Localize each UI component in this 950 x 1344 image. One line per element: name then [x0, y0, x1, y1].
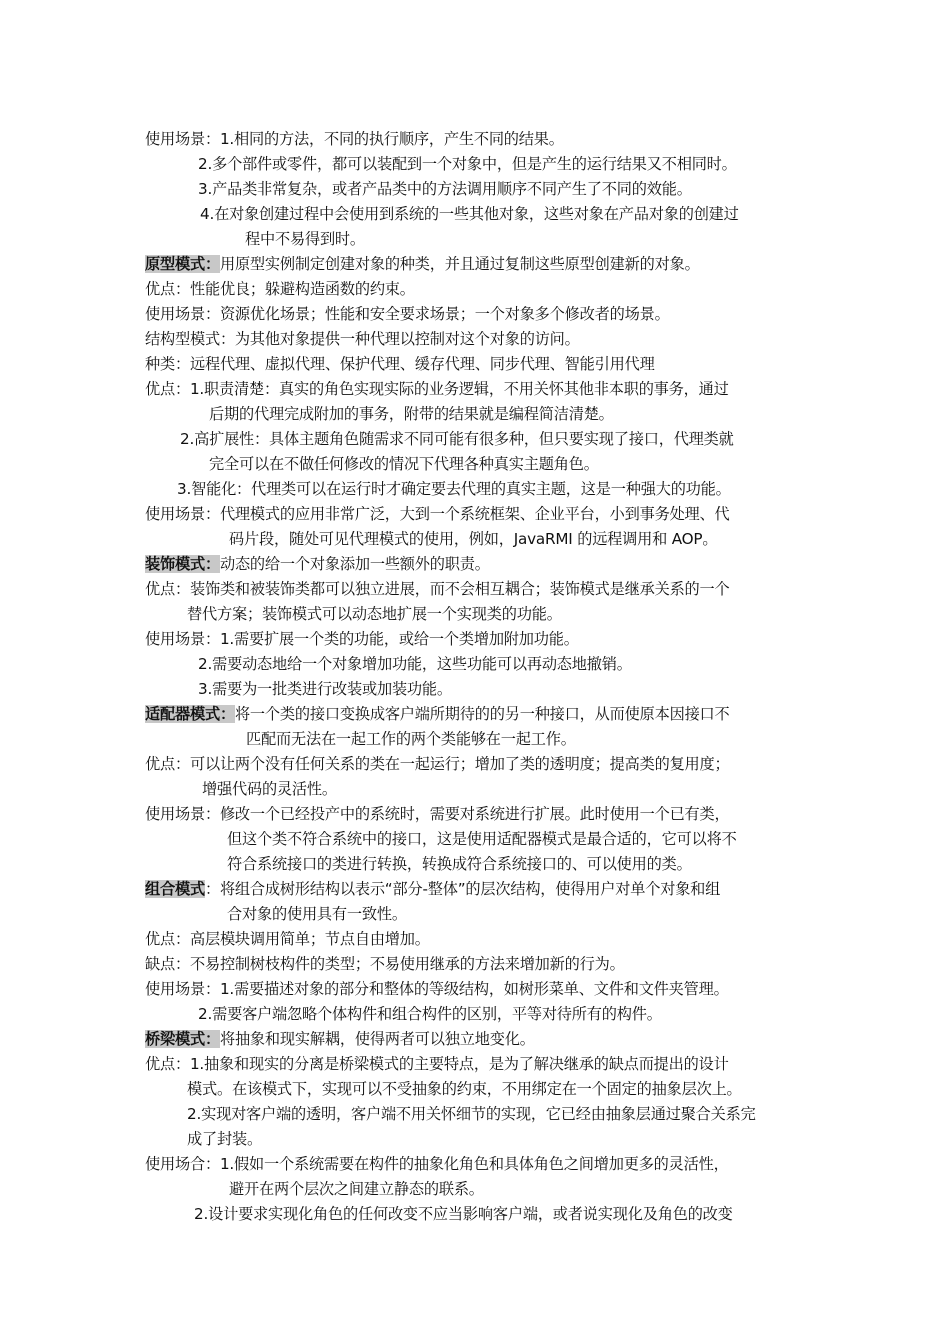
- text-line: 2.需要客户端忽略个体构件和组合构件的区别，平等对待所有的构件。: [198, 1005, 662, 1023]
- text-line: 替代方案；装饰模式可以动态地扩展一个实现类的功能。: [187, 605, 562, 623]
- text-line: 优点：1.职责清楚：真实的角色实现实际的业务逻辑，不用关怀其他非本职的事务，通过: [145, 380, 729, 398]
- paragraph-bridge: [145, 1029, 805, 1049]
- text-line: 成了封装。: [187, 1130, 262, 1148]
- text-line: 码片段，随处可见代理模式的使用，例如，JavaRMI 的远程调用和 AOP。: [229, 530, 718, 548]
- text-line: 3.需要为一批类进行改装或加装功能。: [198, 680, 452, 698]
- heading-composite: 组合模式: [145, 880, 205, 898]
- text-line: 合对象的使用具有一致性。: [227, 905, 407, 923]
- text-span: ：将组合成树形结构以表示“部分-整体”的层次结构，使得用户对单个对象和组: [204, 880, 721, 898]
- heading-bridge: 桥梁模式：: [145, 1030, 220, 1048]
- text-line: 避开在两个层次之间建立静态的联系。: [229, 1180, 484, 1198]
- text-line: 3.产品类非常复杂，或者产品类中的方法调用顺序不同产生了不同的效能。: [198, 180, 692, 198]
- text-line: 匹配而无法在一起工作的两个类能够在一起工作。: [246, 730, 576, 748]
- paragraph-adapter: [145, 704, 805, 724]
- text-line: 优点：可以让两个没有任何关系的类在一起运行；增加了类的透明度；提高类的复用度；: [145, 755, 730, 773]
- text-line: 使用场景：修改一个已经投产中的系统时，需要对系统进行扩展。此时使用一个已有类，: [145, 805, 730, 823]
- text-line: 完全可以在不做任何修改的情况下代理各种真实主题角色。: [209, 455, 599, 473]
- paragraph-prototype: [145, 254, 805, 274]
- text-line: 优点：高层模块调用简单；节点自由增加。: [145, 930, 430, 948]
- text-line: 优点：性能优良；躲避构造函数的约束。: [145, 280, 415, 298]
- text-line: 使用场景：资源优化场景；性能和安全要求场景；一个对象多个修改者的场景。: [145, 305, 670, 323]
- text-line: 使用场景：1.需要描述对象的部分和整体的等级结构，如树形菜单、文件和文件夹管理。: [145, 980, 729, 998]
- heading-prototype: 原型模式：: [145, 255, 220, 273]
- paragraph-decorator: [145, 554, 805, 574]
- text-line: 缺点：不易控制树枝构件的类型；不易使用继承的方法来增加新的行为。: [145, 955, 625, 973]
- heading-adapter: 适配器模式：: [145, 705, 235, 723]
- text-line: 2.高扩展性：具体主题角色随需求不同可能有很多种，但只要实现了接口，代理类就: [180, 430, 734, 448]
- text-line: 优点：1.抽象和现实的分离是桥梁模式的主要特点，是为了解决继承的缺点而提出的设计: [145, 1055, 729, 1073]
- text-span: 用原型实例制定创建对象的种类，并且通过复制这些原型创建新的对象。: [219, 255, 700, 273]
- text-line: 2.设计要求实现化角色的任何改变不应当影响客户端，或者说实现化及角色的改变: [194, 1205, 733, 1223]
- text-line: 使用场景：1.相同的方法，不同的执行顺序，产生不同的结果。: [145, 130, 564, 148]
- text-line: 后期的代理完成附加的事务，附带的结果就是编程简洁清楚。: [209, 405, 614, 423]
- text-line: 4.在对象创建过程中会使用到系统的一些其他对象，这些对象在产品对象的创建过: [200, 205, 739, 223]
- text-span: 动态的给一个对象添加一些额外的职责。: [219, 555, 490, 573]
- text-span: 将抽象和现实解耦，使得两者可以独立地变化。: [219, 1030, 535, 1048]
- heading-decorator: 装饰模式：: [145, 555, 220, 573]
- text-line: 优点：装饰类和被装饰类都可以独立进展，而不会相互耦合；装饰模式是继承关系的一个: [145, 580, 730, 598]
- text-line: 使用场合：1.假如一个系统需要在构件的抽象化角色和具体角色之间增加更多的灵活性，: [145, 1155, 729, 1173]
- text-line: 使用场景：1.需要扩展一个类的功能，或给一个类增加附加功能。: [145, 630, 579, 648]
- text-line: 2.多个部件或零件，都可以装配到一个对象中，但是产生的运行结果又不相同时。: [198, 155, 737, 173]
- text-line: 符合系统接口的类进行转换，转换成符合系统接口的、可以使用的类。: [227, 855, 692, 873]
- text-line: 2.实现对客户端的透明，客户端不用关怀细节的实现，它已经由抽象层通过聚合关系完: [187, 1105, 756, 1123]
- text-line: 但这个类不符合系统中的接口，这是使用适配器模式是最合适的，它可以将不: [227, 830, 737, 848]
- text-line: 模式。在该模式下，实现可以不受抽象的约束，不用绑定在一个固定的抽象层次上。: [187, 1080, 742, 1098]
- text-line: 使用场景：代理模式的应用非常广泛，大到一个系统框架、企业平台，小到事务处理、代: [145, 505, 730, 523]
- text-line: 2.需要动态地给一个对象增加功能，这些功能可以再动态地撤销。: [198, 655, 632, 673]
- text-line: 种类：远程代理、虚拟代理、保护代理、缓存代理、同步代理、智能引用代理: [145, 355, 655, 373]
- text-line: 程中不易得到时。: [245, 230, 365, 248]
- text-line: 增强代码的灵活性。: [202, 780, 337, 798]
- paragraph-composite: [145, 879, 805, 899]
- text-line: 3.智能化：代理类可以在运行时才确定要去代理的真实主题，这是一种强大的功能。: [177, 480, 731, 498]
- text-span: 将一个类的接口变换成客户端所期待的的另一种接口，从而使原本因接口不: [234, 705, 730, 723]
- text-line: 结构型模式：为其他对象提供一种代理以控制对这个对象的访问。: [145, 330, 580, 348]
